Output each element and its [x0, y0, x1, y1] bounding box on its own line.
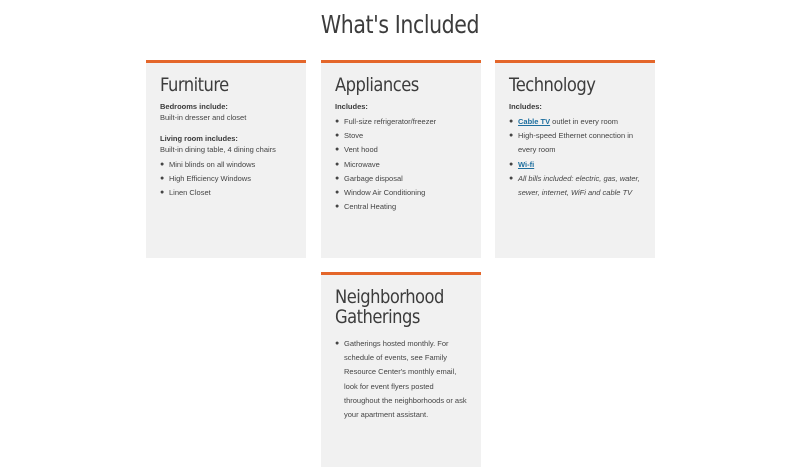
furniture-list [160, 158, 292, 201]
list-item [335, 143, 467, 157]
list-item-text: Garbage disposal [344, 173, 403, 183]
bullet-icon: ● [160, 175, 165, 183]
list-item-text: Mini blinds on all windows [169, 160, 256, 169]
bullet-icon: ● [335, 340, 340, 347]
list-item [335, 115, 467, 129]
bullet-icon: ● [335, 203, 340, 211]
bullet-icon: ● [509, 160, 514, 168]
bullet-icon: ● [335, 118, 340, 125]
bullet-icon: ● [335, 189, 340, 197]
list-item [509, 158, 641, 172]
list-item [335, 172, 467, 186]
list-item-text: outlet in every room [550, 117, 619, 126]
list-item-text: Full-size refrigerator/freezer [344, 117, 437, 126]
list-item [335, 158, 467, 172]
appliances-title: Appliances [335, 74, 419, 96]
neighborhood-list [335, 337, 467, 422]
neighborhood-card [321, 272, 481, 467]
page-title: What's Included [320, 10, 480, 39]
bullet-icon: ● [509, 132, 514, 140]
list-item [509, 129, 641, 157]
list-item [160, 172, 292, 186]
spacer [160, 123, 292, 133]
bullet-icon: ● [509, 118, 514, 125]
list-item-text: All bills included: electric, gas, water, sewer, internet, WiFi and cable TV [518, 173, 640, 198]
list-item-text: Stove [344, 131, 364, 141]
bullet-icon: ● [160, 161, 165, 168]
list-item [509, 115, 641, 129]
furniture-title: Furniture [160, 74, 229, 96]
list-item-text: Gatherings hosted monthly. For schedule of events, see Family Resource Center's monthly email, look for event flyers posted throughout the neighborhoods or ask your apartment assistant. [344, 339, 467, 420]
list-item-text: Central Heating [344, 202, 397, 212]
bullet-icon: ● [509, 174, 514, 182]
cable-tv-link[interactable]: Cable TV [518, 117, 551, 126]
list-item-text: Linen Closet [169, 188, 211, 198]
technology-list [509, 115, 641, 200]
bullet-icon: ● [335, 174, 340, 182]
list-item-text: Vent hood [344, 145, 378, 155]
list-item [160, 158, 292, 172]
living-room-label: Living room includes: [160, 134, 238, 143]
list-item [335, 337, 467, 422]
furniture-card [146, 60, 306, 258]
list-item [335, 200, 467, 214]
bullet-icon: ● [335, 160, 340, 168]
list-item-text: High Efficiency Windows [169, 174, 251, 184]
list-item [160, 186, 292, 200]
list-item [335, 186, 467, 200]
list-item [509, 172, 641, 200]
appliances-list [335, 115, 467, 214]
bullet-icon: ● [335, 132, 340, 140]
bullet-icon: ● [335, 146, 340, 154]
list-item-text: Window Air Conditioning [344, 188, 426, 198]
neighborhood-title: Neighborhood Gatherings [335, 286, 444, 328]
bullet-icon: ● [160, 189, 165, 197]
list-item-text: Microwave [344, 159, 380, 169]
living-room-text: Built-in dining table, 4 dining chairs [160, 145, 276, 154]
appliances-includes-label: Includes: [335, 102, 368, 111]
technology-card [495, 60, 655, 258]
technology-title: Technology [509, 74, 596, 96]
appliances-card [321, 60, 481, 258]
wifi-link[interactable]: Wi-fi [518, 159, 535, 169]
list-item-text: High-speed Ethernet connection in every room [518, 131, 634, 155]
list-item [335, 129, 467, 143]
bedrooms-label: Bedrooms include: [160, 102, 228, 111]
technology-includes-label: Includes: [509, 102, 542, 111]
bedrooms-text: Built-in dresser and closet [160, 113, 247, 122]
